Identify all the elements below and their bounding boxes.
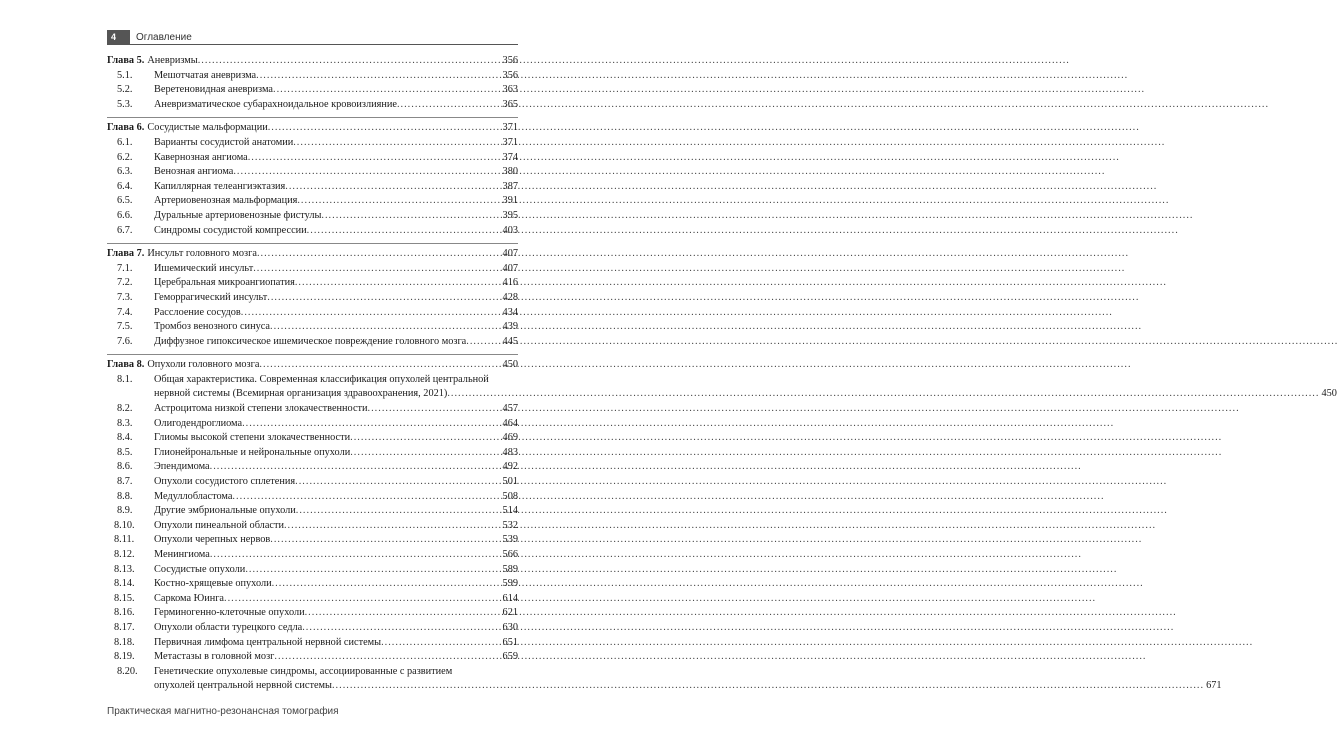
page-number-badge: 4 (107, 30, 130, 45)
section-page-number: 483 (502, 446, 518, 458)
table-of-contents (107, 54, 1337, 694)
section-page-number: 416 (502, 277, 518, 289)
toc-section-entry[interactable] (107, 417, 518, 432)
section-number: 8.13. (114, 563, 135, 575)
section-number: 6.1. (117, 136, 133, 148)
dot-leader (397, 98, 501, 113)
toc-section-entry[interactable] (107, 621, 518, 636)
dot-leader (233, 165, 500, 180)
section-title: Мешотчатая аневризма (154, 69, 257, 81)
section-number: 8.8. (117, 490, 133, 502)
section-title: Первичная лимфома центральной нервной системы (154, 636, 382, 648)
chapter-number: Глава 5. (107, 55, 145, 66)
section-page-number: 539 (502, 534, 518, 546)
dot-leader (253, 262, 500, 277)
dot-leader (368, 402, 501, 417)
toc-section-entry[interactable] (107, 431, 518, 446)
dot-leader (447, 387, 1319, 402)
toc-section-entry[interactable] (107, 165, 518, 180)
toc-section-entry[interactable] (107, 446, 518, 461)
dot-leader (274, 650, 500, 665)
section-title: Геморрагический инсульт (154, 291, 268, 303)
section-page-number: 614 (502, 592, 518, 604)
section-page-number: 671 (1206, 680, 1222, 692)
section-page-number: 445 (502, 335, 518, 347)
section-title: Менингиома (154, 549, 210, 560)
section-number: 8.11. (114, 534, 135, 546)
section-number: 8.5. (117, 446, 133, 458)
dot-leader (257, 247, 501, 262)
section-number: 7.6. (117, 335, 133, 347)
toc-chapter-entry[interactable] (107, 54, 518, 69)
dot-leader (210, 548, 501, 563)
section-number: 8.18. (114, 636, 135, 648)
chapter-page-number: 407 (502, 248, 518, 260)
section-title: Опухоли пинеальной области (154, 519, 284, 531)
section-page-number: 434 (502, 306, 518, 318)
dot-leader (285, 180, 500, 195)
section-number: 8.2. (117, 403, 133, 415)
running-header-title: Оглавление (136, 32, 192, 43)
section-title: Аневризматическое субарахноидальное кровоизлияние (154, 98, 397, 110)
section-page-number: 514 (502, 505, 518, 517)
dot-leader (242, 417, 500, 432)
section-title: Олигодендроглиома (154, 417, 243, 429)
dot-leader (248, 151, 501, 166)
section-page-number: 387 (502, 180, 518, 192)
dot-leader (270, 320, 501, 335)
dot-leader (295, 276, 501, 291)
section-number: 8.16. (114, 607, 135, 619)
toc-section-entry[interactable] (107, 592, 518, 607)
toc-chapter-entry[interactable] (107, 121, 518, 136)
chapter-page-number: 450 (502, 359, 518, 371)
dot-leader (210, 460, 501, 475)
section-title: Глионейрональные и нейрональные опухоли (154, 446, 351, 458)
section-page-number: 501 (502, 476, 518, 488)
section-title: Сосудистые опухоли (154, 563, 246, 575)
section-number: 8.19. (114, 651, 135, 663)
toc-section-entry[interactable] (107, 548, 518, 563)
section-page-number: 356 (502, 69, 518, 81)
section-title: Расслоение сосудов (154, 306, 241, 318)
toc-section-entry[interactable] (107, 291, 518, 306)
section-page-number: 403 (502, 224, 518, 236)
chapter-number: Глава 7. (107, 248, 145, 260)
toc-chapter (107, 54, 518, 112)
dot-leader (241, 306, 501, 321)
section-number: 6.4. (117, 180, 133, 192)
section-number: 6.6. (117, 209, 133, 221)
section-page-number: 363 (502, 84, 518, 96)
toc-section-entry[interactable] (107, 209, 518, 224)
toc-section-entry[interactable] (107, 306, 518, 321)
toc-section-entry[interactable] (107, 606, 518, 621)
chapter-title: Инсульт головного мозга (147, 248, 257, 260)
toc-section-entry[interactable] (107, 136, 518, 151)
section-title-line: Общая характеристика. Современная классификация опухолей центральной (154, 373, 489, 385)
dot-leader (198, 54, 501, 69)
section-title: Тромбоз венозного синуса (154, 321, 270, 333)
section-number: 8.20. (117, 665, 138, 677)
section-title-last-line (150, 679, 1222, 694)
dot-leader (272, 577, 501, 592)
toc-chapter (107, 354, 1337, 694)
toc-section-entry[interactable] (107, 490, 518, 505)
section-title: Герминогенно-клеточные опухоли (154, 607, 305, 619)
section-page-number: 589 (502, 563, 518, 575)
section-page-number: 566 (502, 549, 518, 560)
section-title: Опухоли сосудистого сплетения (154, 476, 296, 488)
dot-leader (284, 519, 501, 534)
chapter-title: Аневризмы (147, 55, 198, 66)
dot-leader (245, 563, 500, 578)
section-page-number: 374 (502, 151, 518, 163)
section-title: Опухоли черепных нервов (154, 534, 271, 546)
section-number: 8.12. (114, 549, 135, 560)
toc-section-entry[interactable] (107, 665, 1222, 694)
dot-leader (332, 679, 1204, 694)
section-number: 7.1. (117, 262, 133, 274)
section-number: 7.2. (117, 277, 133, 289)
dot-leader (232, 490, 500, 505)
section-title-line: Генетические опухолевые синдромы, ассоциированные с развитием (154, 665, 453, 677)
section-number: 7.5. (117, 321, 133, 333)
section-title: Костно-хрящевые опухоли (154, 578, 272, 590)
toc-section-entry[interactable] (107, 563, 518, 578)
section-page-number: 391 (502, 195, 518, 207)
section-title: Метастазы в головной мозг (154, 651, 275, 663)
section-number: 8.14. (114, 578, 135, 590)
section-number: 8.6. (117, 461, 133, 473)
section-title: Веретеновидная аневризма (154, 84, 273, 96)
dot-leader (273, 83, 501, 98)
toc-section-entry[interactable] (107, 533, 518, 548)
toc-section-entry[interactable] (107, 180, 518, 195)
section-number: 6.7. (117, 224, 133, 236)
section-title: Варианты сосудистой анатомии (154, 136, 294, 148)
toc-section-entry[interactable] (107, 402, 518, 417)
toc-section-entry[interactable] (107, 262, 518, 277)
toc-section-entry[interactable] (107, 98, 518, 113)
section-page-number: 469 (502, 432, 518, 444)
section-number: 8.15. (114, 592, 135, 604)
section-page-number: 365 (502, 98, 518, 110)
chapter-title: Сосудистые мальформации (147, 122, 268, 134)
section-title: Церебральная микроангиопатия (154, 277, 295, 289)
section-page-number: 599 (502, 578, 518, 590)
dot-leader (293, 136, 500, 151)
section-title-last-line (150, 387, 1337, 402)
toc-section-entry[interactable] (107, 335, 518, 350)
section-title: Другие эмбриональные опухоли (154, 505, 296, 517)
section-title: Глиомы высокой степени злокачественности (154, 432, 351, 444)
section-page-number: 492 (502, 461, 518, 473)
toc-section-entry[interactable] (107, 69, 518, 84)
section-page-number: 659 (502, 651, 518, 663)
dot-leader (295, 475, 500, 490)
toc-section-entry[interactable] (107, 577, 518, 592)
section-title: Диффузное гипоксическое ишемическое повреждение головного мозга (154, 335, 467, 347)
section-page-number: 407 (502, 262, 518, 274)
dot-leader (321, 209, 500, 224)
section-title: опухолей центральной нервной системы (154, 680, 332, 692)
toc-section-entry[interactable] (107, 636, 518, 651)
dot-leader (307, 224, 501, 239)
dot-leader (267, 291, 500, 306)
section-page-number: 651 (502, 636, 518, 648)
section-title: Кавернозная ангиома (154, 151, 248, 163)
section-page-number: 450 (1321, 388, 1337, 400)
section-page-number: 439 (502, 321, 518, 333)
dot-leader (256, 69, 500, 84)
section-title: Капиллярная телеангиэктазия (154, 180, 286, 192)
toc-chapter-entry[interactable] (107, 358, 518, 373)
section-number: 6.3. (117, 166, 133, 178)
section-title: Опухоли области турецкого седла (154, 621, 303, 633)
toc-section-entry[interactable] (107, 460, 518, 475)
toc-chapter (107, 243, 518, 349)
chapter-title: Опухоли головного мозга (147, 359, 260, 371)
dot-leader (224, 592, 501, 607)
section-number: 8.9. (117, 505, 133, 517)
running-header (107, 30, 518, 45)
section-number: 7.3. (117, 291, 133, 303)
section-page-number: 532 (502, 519, 518, 531)
toc-section-entry[interactable] (107, 519, 518, 534)
dot-leader (466, 335, 500, 350)
section-number: 6.2. (117, 151, 133, 163)
section-number: 8.3. (117, 417, 133, 429)
section-title: Синдромы сосудистой компрессии (154, 224, 307, 236)
toc-section-entry[interactable] (107, 83, 518, 98)
section-number: 6.5. (117, 195, 133, 207)
section-page-number: 508 (502, 490, 518, 502)
section-title: Саркома Юинга (154, 592, 225, 604)
section-number: 8.7. (117, 476, 133, 488)
dot-leader (297, 194, 500, 209)
section-title: нервной системы (Всемирная организация здравоохранения, 2021) (154, 388, 448, 400)
toc-chapter (107, 117, 518, 238)
section-page-number: 630 (502, 621, 518, 633)
dot-leader (305, 606, 501, 621)
section-page-number: 380 (502, 166, 518, 178)
dot-leader (296, 504, 501, 519)
section-title: Медуллобластома (154, 490, 233, 502)
section-number: 7.4. (117, 306, 133, 318)
dot-leader (350, 431, 500, 446)
dot-leader (381, 636, 500, 651)
chapter-number: Глава 6. (107, 122, 145, 134)
section-title-block (150, 665, 1222, 694)
section-number: 8.10. (114, 519, 135, 531)
section-page-number: 464 (502, 417, 518, 429)
toc-section-entry[interactable] (107, 504, 518, 519)
toc-section-entry[interactable] (107, 224, 518, 239)
section-number: 8.1. (117, 373, 133, 385)
section-title: Астроцитома низкой степени злокачественности (154, 403, 368, 415)
running-footer: Практическая магнитно-резонансная томография (107, 706, 339, 717)
chapter-page-number: 356 (502, 55, 518, 66)
dot-leader (270, 533, 500, 548)
section-number: 5.3. (117, 98, 133, 110)
toc-section-entry[interactable] (107, 373, 1337, 402)
section-number: 5.1. (117, 69, 133, 81)
section-title: Эпендимома (154, 461, 210, 473)
toc-section-entry[interactable] (107, 276, 518, 291)
section-title: Венозная ангиома (154, 166, 234, 178)
section-page-number: 428 (502, 291, 518, 303)
section-page-number: 621 (502, 607, 518, 619)
section-title: Артериовенозная мальформация (154, 195, 298, 207)
chapter-page-number: 371 (502, 122, 518, 134)
toc-section-entry[interactable] (107, 194, 518, 209)
section-title: Ишемический инсульт (154, 262, 254, 274)
chapter-number: Глава 8. (107, 359, 145, 371)
section-number: 8.4. (117, 432, 133, 444)
section-number: 5.2. (117, 84, 133, 96)
section-page-number: 457 (502, 403, 518, 415)
dot-leader (350, 446, 500, 461)
toc-section-entry[interactable] (107, 475, 518, 490)
toc-chapter-entry[interactable] (107, 247, 518, 262)
toc-section-entry[interactable] (107, 151, 518, 166)
section-number: 8.17. (114, 621, 135, 633)
toc-section-entry[interactable] (107, 320, 518, 335)
toc-section-entry[interactable] (107, 650, 518, 665)
dot-leader (259, 358, 500, 373)
dot-leader (302, 621, 500, 636)
header-rule (107, 44, 518, 45)
section-page-number: 395 (502, 209, 518, 221)
section-title-block (150, 373, 1337, 402)
section-title: Дуральные артериовенозные фистулы (154, 209, 322, 221)
section-page-number: 371 (502, 136, 518, 148)
dot-leader (268, 121, 501, 136)
